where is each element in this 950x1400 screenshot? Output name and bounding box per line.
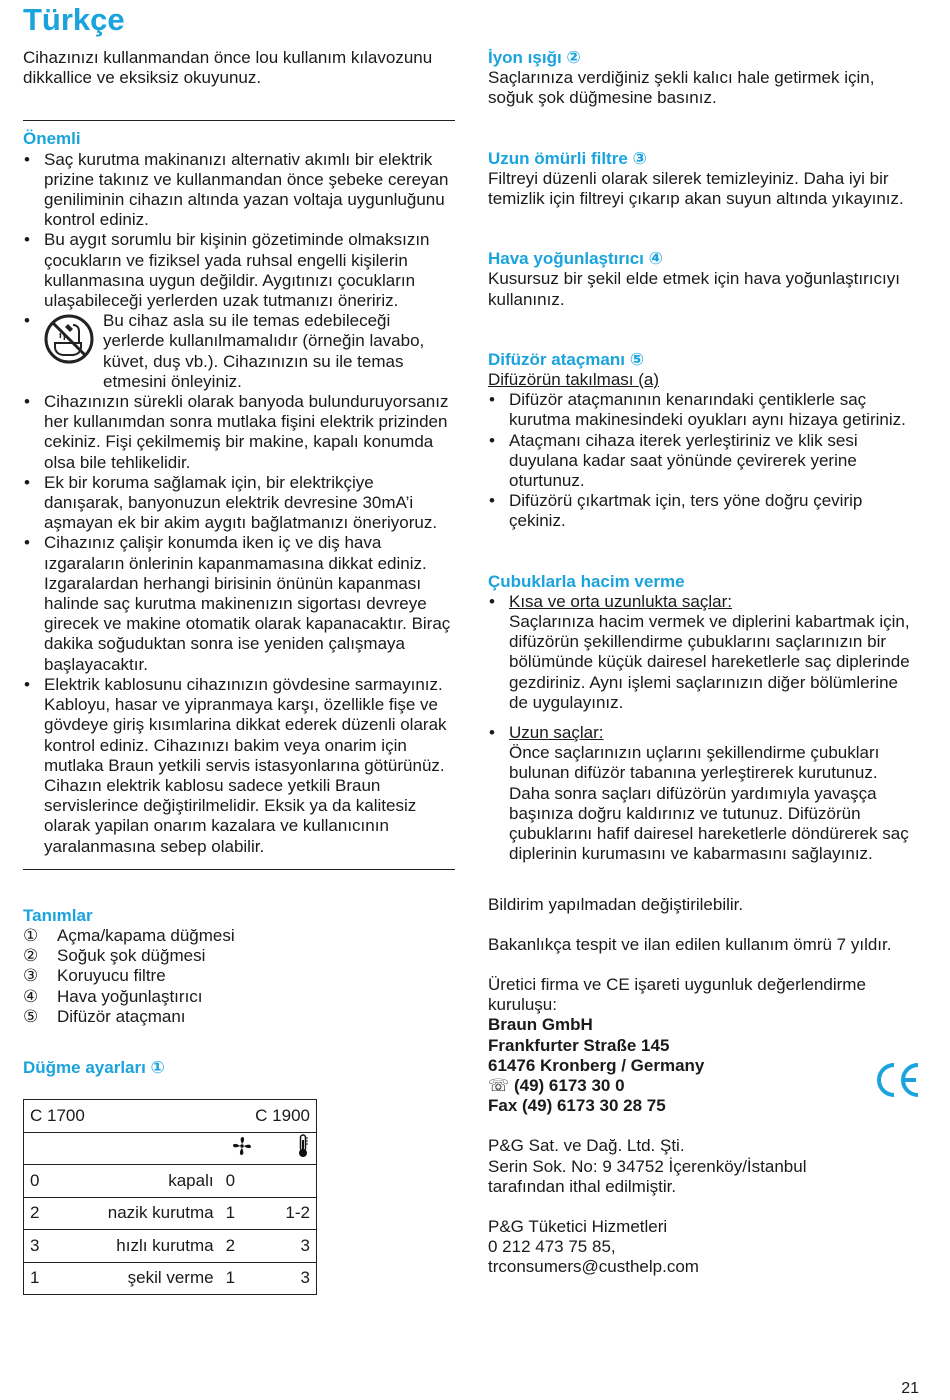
- right-column: [488, 48, 920, 1278]
- consumer-block: [488, 1217, 920, 1278]
- setting-heat: 1-2: [264, 1197, 316, 1230]
- definition-item: [23, 946, 455, 966]
- list-item-text: Bu cihaz asla su ile temas edebileceği yerlerde kullanılmamalıdır (örneğin lavabo, küvet, duş vb.). Cihazınızın su ile temas etmesini önleyiniz.: [103, 311, 425, 391]
- lifetime-text: Bakanlıkça tespit ve ilan edilen kullanım ömrü 7 yıldır.: [488, 934, 892, 954]
- definition-label: Açma/kapama düğmesi: [57, 925, 235, 945]
- bullet: •: [24, 392, 30, 412]
- page-number: 21: [901, 1380, 919, 1397]
- list-item: [23, 311, 455, 392]
- table-row: [24, 1230, 317, 1263]
- definition-number: ⑤: [23, 1006, 39, 1026]
- setting-mode: şekil verme: [54, 1262, 219, 1295]
- model-c1900: C 1900: [220, 1100, 317, 1133]
- list-item-text: Difüzörü çıkartmak için, ters yöne doğru çevirip çekiniz.: [509, 491, 863, 531]
- volume-list: [488, 592, 920, 865]
- company-street: Frankfurter Straße 145: [488, 1035, 670, 1055]
- list-item: [488, 592, 920, 713]
- divider: [23, 869, 455, 870]
- setting-heat: 3: [264, 1230, 316, 1263]
- diffuser-list: [488, 390, 920, 531]
- definition-item: [23, 1007, 455, 1027]
- page-title: Türkçe: [23, 2, 125, 37]
- model-c1700: C 1700: [24, 1100, 220, 1133]
- definition-number: ②: [23, 946, 39, 966]
- bullet: •: [24, 149, 30, 169]
- filter-text: Filtreyi düzenli olarak silerek temizleyiniz. Daha iyi bir temizlik için filtreyi çıkarıp akan suyun altında yıkayınız.: [488, 168, 904, 209]
- bullet: •: [24, 472, 30, 492]
- fan-icon-cell: [220, 1132, 265, 1165]
- thermometer-icon: [296, 1134, 310, 1158]
- list-item-text: Cihazınız çalişir konumda iken iç ve diş hava ızgaraların önlerinin kapanmamasına dikkat ediniz. Izgaralardan herhangi birisinin önünün kapanması halinde saç kurutma makinenızın sigortası devreye girecek ve makine otomatik olarak kapanacaktır. Biraç dakika soğuduktan sonra ise yeniden çalışmaya başlayacaktır.: [44, 533, 451, 674]
- ion-text: Saçlarınıza verdiğiniz şekli kalıcı hale getirmek için, soğuk şok düğmesine basınız.: [488, 68, 875, 108]
- setting-level: 0: [24, 1165, 55, 1198]
- setting-fan: 1: [220, 1197, 265, 1230]
- definition-label: Koruyucu filtre: [57, 966, 166, 986]
- setting-mode: hızlı kurutma: [54, 1230, 219, 1263]
- setting-mode: kapalı: [54, 1165, 219, 1198]
- consumer-phone: 0 212 473 75 85,: [488, 1237, 616, 1257]
- consumer-email: trconsumers@custhelp.com: [488, 1257, 699, 1277]
- setting-level: 3: [24, 1230, 55, 1263]
- manufacturer-intro: Üretici firma ve CE işareti uygunluk değerlendirme kuruluşu:: [488, 974, 866, 1015]
- bullet: •: [489, 591, 495, 611]
- short-hair-label: Kısa ve orta uzunlukta saçlar:: [509, 591, 733, 611]
- table-row: [24, 1165, 317, 1198]
- setting-fan: 2: [220, 1230, 265, 1263]
- table-row: [24, 1262, 317, 1295]
- volume-heading: Çubuklarla hacim verme: [488, 571, 685, 591]
- company-name: Braun GmbH: [488, 1015, 593, 1035]
- ion-heading: İyon ışığı ②: [488, 48, 581, 67]
- divider: [23, 120, 455, 121]
- intro-text: Cihazınızı kullanmandan önce lou kullanım kılavozunu dikkallice ve eksiksiz okuyunuz.: [23, 48, 433, 88]
- definition-label: Soğuk şok düğmesi: [57, 946, 206, 966]
- definition-number: ③: [23, 966, 39, 986]
- diffuser-heading: Difüzör ataçmanı ⑤: [488, 349, 645, 369]
- company-city: 61476 Kronberg / Germany: [488, 1055, 705, 1075]
- manufacturer-block: [488, 975, 920, 1116]
- short-hair-text: Saçlarınıza hacim vermek ve diplerini kabartmak için, difüzörün şekillendirme çubuklarını saçlarınızın bir bölümünde küçük dairesel hareketlerle saç diplerinde gezdiriniz. Aynı işlemi saçlarınızın diğer bölümlerine de uygulayınız.: [509, 612, 910, 712]
- list-item-text: Difüzör ataçmanının kenarındaki çentiklerle saç kurutma makinesindeki oyukları aynı hizaya getiriniz.: [509, 390, 906, 430]
- ce-mark-logo: [874, 1061, 920, 1099]
- setting-level: 2: [24, 1197, 55, 1230]
- filter-heading: Uzun ömürli filtre ③: [488, 148, 647, 168]
- setting-fan: 0: [220, 1165, 265, 1198]
- list-item: [23, 230, 455, 311]
- list-item-text: Bu aygıt sorumlu bir kişinin gözetiminde olmaksızın çocukların ve fiziksel yada ruhsal engelli kişilerin kullanmasına uygun değildir. Aygıtınızı çocukların ulaşabileceği yerlerden uzak tutmanızı öneririz.: [44, 230, 430, 311]
- list-item: [23, 675, 455, 857]
- notice-text: Bildirim yapılmadan değiştirilebilir.: [488, 894, 744, 914]
- important-list: [23, 150, 455, 857]
- definitions-list: [23, 926, 455, 1027]
- list-item: [23, 473, 455, 534]
- definition-item: [23, 987, 455, 1007]
- setting-heat: 3: [264, 1262, 316, 1295]
- long-hair-label: Uzun saçlar:: [509, 723, 604, 743]
- importer-name: P&G Sat. ve Dağ. Ltd. Şti.: [488, 1136, 685, 1156]
- setting-mode: nazik kurutma: [54, 1197, 219, 1230]
- diffuser-subheading: Difüzörün takılması (a): [488, 370, 659, 390]
- definition-number: ①: [23, 925, 39, 945]
- list-item: [488, 491, 920, 531]
- importer-note: tarafından ithal edilmiştir.: [488, 1176, 677, 1196]
- setting-fan: 1: [220, 1262, 265, 1295]
- left-column: [23, 48, 455, 1295]
- list-item-text: Ataçmanı cihaza iterek yerleştiriniz ve klik sesi duyulana kadar saat yönünde çevirerek yerine oturtunuz.: [509, 430, 858, 491]
- list-item-text: Cihazınızın sürekli olarak banyoda bulunduruyorsanız her kullanımdan sonra mutlaka fişini elektrik prizinden cekiniz. Fişi çekilmemiş bir makine, kapalı konumda olsa bile tehlikelidir.: [44, 392, 449, 472]
- table-icon-row: [24, 1132, 317, 1165]
- fan-icon: [232, 1136, 252, 1156]
- bullet: •: [24, 674, 30, 694]
- concentrator-text: Kusursuz bir şekil elde etmek için hava yoğunlaştırıcıyı kullanınız.: [488, 269, 900, 309]
- list-item: [488, 431, 920, 492]
- definition-label: Hava yoğunlaştırıcı: [57, 986, 203, 1006]
- list-item: [23, 150, 455, 231]
- bullet: •: [489, 723, 495, 743]
- consumer-name: P&G Tüketici Hizmetleri: [488, 1216, 668, 1236]
- definition-item: [23, 966, 455, 986]
- no-water-warning-icon: [43, 313, 95, 365]
- bullet: •: [489, 491, 495, 511]
- list-item: [488, 723, 920, 864]
- list-item: [23, 392, 455, 473]
- setting-level: 1: [24, 1262, 55, 1295]
- definitions-heading: Tanımlar: [23, 905, 93, 925]
- settings-heading: Düğme ayarları ①: [23, 1057, 165, 1077]
- list-item-text: Elektrik kablosunu cihazınızın gövdesine sarmayınız. Kabloyu, hasar ve yipranmaya karşı, özellikle fişe ve gövdeye giriş kısımlarina dikkat ederek düzenli olarak kontrol ediniz. Cihazınızı bakim veya onarim için mutlaka Braun yetkili servis istasyonlarına götürünüz. Cihazın elektrik kablosu sadece yetkili Braun servislerince değiştirilmelidir. Eksik ya da kalitesiz olarak yapilan onarım kazalara ve kullanıcının yaralanmasına sebep olabilir.: [44, 674, 447, 856]
- list-item: [488, 390, 920, 430]
- importer-address: Serin Sok. No: 9 34752 İçerenköy/İstanbul: [488, 1156, 807, 1176]
- long-hair-text: Önce saçlarınızın uçlarını şekillendirme çubukları bulunan difüzör tabanına yerleştirerek kurutunuz. Daha sonra saçları difüzörün yardımıyla yavaşça başınıza doğru kaldırınız ve tutunuz. Difüzörün çubuklarını hafif dairesel hareketlerle döndürerek saç diplerinin kurumasını ve kabarmasını sağlayınız.: [509, 743, 909, 864]
- settings-table: [23, 1099, 317, 1295]
- company-fax: Fax (49) 6173 30 28 75: [488, 1096, 666, 1116]
- bullet: •: [489, 430, 495, 450]
- thermometer-icon-cell: [264, 1132, 316, 1165]
- importer-block: [488, 1136, 920, 1197]
- bullet: •: [24, 533, 30, 553]
- list-item-text: Saç kurutma makinanızı alternativ akımlı bir elektrik prizine takınız ve kullanmandan önce şebeke cereyan geniliminin cihazın altında yazan voltaja uygunluğunu kontrol ediniz.: [44, 149, 449, 230]
- definition-number: ④: [23, 986, 39, 1006]
- table-header-row: [24, 1100, 317, 1133]
- bullet: •: [24, 230, 30, 250]
- concentrator-heading: Hava yoğunlaştırıcı ④: [488, 249, 664, 269]
- table-row: [24, 1197, 317, 1230]
- list-item-text: Ek bir koruma sağlamak için, bir elektrikçiye danışarak, banyonuzun elektrik devresine 30mA’i aşmayan ek bir akim aygıtı bağlatmanızı öneriyoruz.: [44, 472, 438, 533]
- list-item: [23, 533, 455, 674]
- setting-heat: [264, 1165, 316, 1198]
- bullet: •: [24, 311, 30, 331]
- definition-item: [23, 926, 455, 946]
- bullet: •: [489, 390, 495, 410]
- important-heading: Önemli: [23, 129, 81, 149]
- definition-label: Difüzör ataçmanı: [57, 1006, 186, 1026]
- company-phone: ☏ (49) 6173 30 0: [488, 1075, 625, 1095]
